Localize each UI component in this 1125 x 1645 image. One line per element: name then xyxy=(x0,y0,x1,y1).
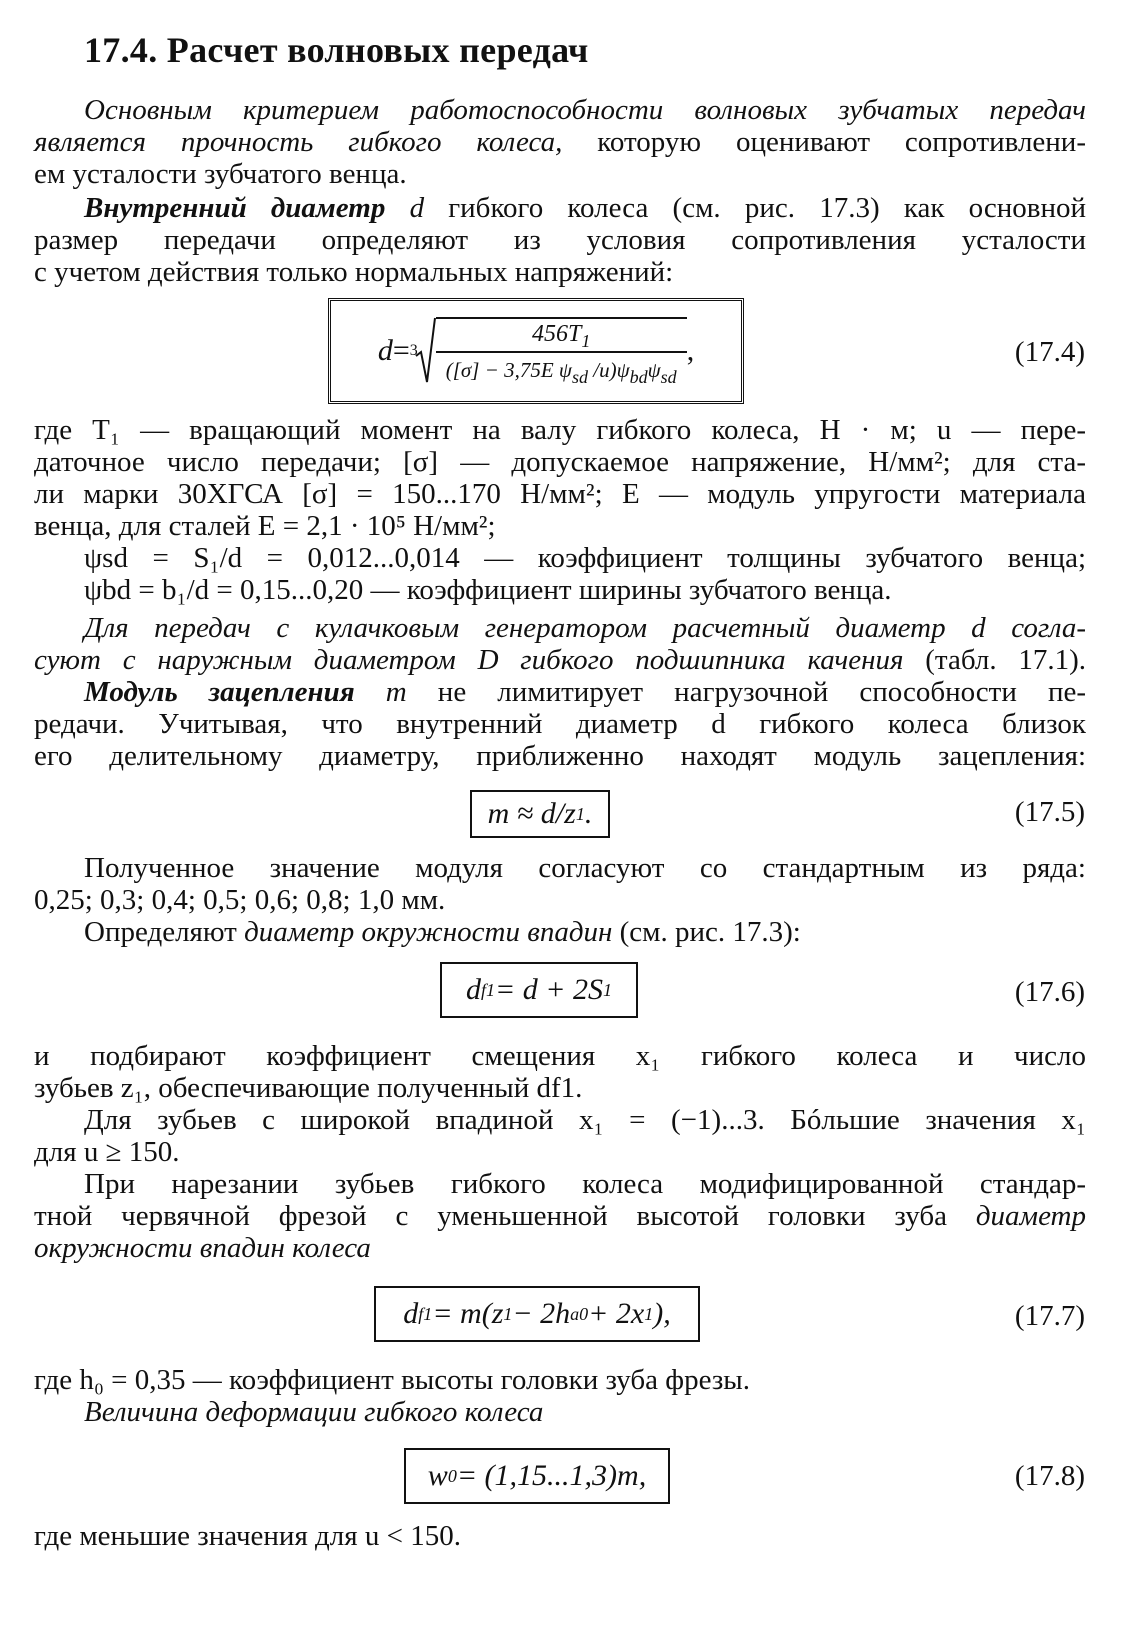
root-index: 3 xyxy=(409,342,418,359)
paragraph-cam-generator xyxy=(34,612,1086,676)
text-span: тной червячной фрезой с уменьшенной высотой головки зуба xyxy=(34,1200,976,1232)
text-line: зубьев z₁, обеспечивающие полученный df1. xyxy=(34,1072,583,1104)
equation-number: (17.8) xyxy=(1014,1460,1085,1492)
formula-eq: = xyxy=(392,334,410,367)
text-line: ψsd = S₁/d = 0,012...0,014 — коэффициент толщины зубчатого венца; xyxy=(84,542,1086,574)
formula-text: ), xyxy=(653,1297,671,1330)
formula-17-5: m ≈ d/z 1 . xyxy=(470,790,610,838)
formula-text: d xyxy=(465,973,481,1006)
text-line: с учетом действия только нормальных напряжений: xyxy=(34,256,674,288)
text-span: суют с наружным диаметром D гибкого подшипника качения xyxy=(34,644,904,676)
formula-17-8: w 0 = (1,15...1,3)m, xyxy=(404,1448,670,1504)
formula-17-4 xyxy=(328,298,744,404)
text-line: При нарезании зубьев гибкого колеса модифицированной стандар- xyxy=(84,1168,1086,1200)
text-line: где T₁ — вращающий момент на валу гибкого колеса, Н · м; u — пере- xyxy=(34,414,1086,446)
term-bold: Модуль зацепления xyxy=(84,676,355,708)
text-line: Величина деформации гибкого колеса xyxy=(84,1396,544,1428)
text-span: не лимитирует нагрузочной способности пе- xyxy=(406,676,1087,708)
formula-text: − 2h xyxy=(512,1297,571,1330)
text-line: для u ≥ 150. xyxy=(34,1136,180,1168)
text-line: где меньшие значения для u < 150. xyxy=(34,1520,461,1552)
text-line: размер передачи определяют из условия сопротивления усталости xyxy=(34,224,1086,256)
text-line: Основным критерием работоспособности волновых зубчатых передач xyxy=(84,94,1086,126)
numerator: 456T xyxy=(532,321,582,347)
text-span: является прочность гибкого колеса, xyxy=(34,126,563,158)
text-line: ли марки 30ХГСА [σ] = 150...170 Н/мм²; E — модуль упругости материала xyxy=(34,478,1086,510)
paragraph-module xyxy=(34,676,1086,772)
radical-icon xyxy=(414,316,436,386)
paragraph-shift-coefficient xyxy=(34,1040,1086,1104)
num-sub: 1 xyxy=(581,331,591,351)
term-bold: Внутренний диаметр xyxy=(84,192,386,224)
formula-text: w xyxy=(427,1459,448,1492)
paragraph-where-17-7 xyxy=(34,1364,1086,1428)
text-span: Определяют xyxy=(84,916,245,948)
paragraph-lesser-values xyxy=(34,1520,1086,1552)
paragraph-where-17-4 xyxy=(34,414,1086,606)
den-c: ψ xyxy=(647,358,661,382)
paragraph-root-diameter xyxy=(34,916,1086,948)
var-d: d xyxy=(409,192,425,224)
den-sub: sd xyxy=(660,367,677,387)
text-span: которую оценивают сопротивлени- xyxy=(562,126,1086,158)
den-sub: bd xyxy=(629,367,648,387)
equation-number: (17.7) xyxy=(1014,1300,1085,1332)
formula-trail: . xyxy=(584,797,593,830)
text-line: 0,25; 0,3; 0,4; 0,5; 0,6; 0,8; 1,0 мм. xyxy=(34,884,446,916)
text-span: (см. рис. 17.3): xyxy=(612,916,801,948)
formula-17-7: d f1 = m(z 1 − 2h a0 + 2x 1 ), xyxy=(374,1286,700,1342)
section-heading: 17.4. Расчет волновых передач xyxy=(84,30,589,70)
paragraph-wide-root xyxy=(34,1104,1086,1168)
text-line: даточное число передачи; [σ] — допускаемое напряжение, Н/мм²; для ста- xyxy=(34,446,1086,478)
formula-lhs: d xyxy=(377,334,393,367)
formula-trail: , xyxy=(686,334,695,367)
text-line: его делительному диаметру, приближенно находят модуль зацепления: xyxy=(34,740,1086,772)
formula-text: + 2x xyxy=(588,1297,645,1330)
fraction xyxy=(436,317,687,385)
text-line: окружности впадин колеса xyxy=(34,1232,371,1264)
text-span: диаметр xyxy=(975,1200,1086,1232)
text-span: диаметр окружности впадин xyxy=(244,916,613,948)
equation-number: (17.6) xyxy=(1014,976,1085,1008)
text-line: ем усталости зубчатого венца. xyxy=(34,158,407,190)
den-b: /u)ψ xyxy=(588,358,630,382)
formula-text: = d + 2S xyxy=(495,973,603,1006)
den-a: ([σ] − 3,75E ψ xyxy=(445,358,572,382)
paragraph-standard-series xyxy=(34,852,1086,916)
formula-text: = m(z xyxy=(432,1297,504,1330)
text-line: и подбирают коэффициент смещения x₁ гибкого колеса и число xyxy=(34,1040,1086,1072)
formula-17-6: d f1 = d + 2S 1 xyxy=(440,962,638,1018)
text-line: Для зубьев с широкой впадиной x₁ = (−1)...3. Бóльшие значения x₁ xyxy=(84,1104,1086,1136)
formula-text: m ≈ d/z xyxy=(487,797,576,830)
var-m: m xyxy=(385,676,407,708)
text-line: венца, для сталей E = 2,1 · 10⁵ Н/мм²; xyxy=(34,510,496,542)
formula-text: d xyxy=(403,1297,419,1330)
cube-root xyxy=(410,316,687,386)
text-span: гибкого колеса (см. рис. 17.3) как основной xyxy=(424,192,1086,224)
paragraph-hob-cutting xyxy=(34,1168,1086,1264)
text-line: где h₀ = 0,35 — коэффициент высоты головки зуба фрезы. xyxy=(34,1364,751,1396)
text-line: Полученное значение модуля согласуют со стандартным из ряда: xyxy=(84,852,1086,884)
paragraph-inner-diameter xyxy=(34,192,1086,288)
text-line: ψbd = b₁/d = 0,15...0,20 — коэффициент ширины зубчатого венца. xyxy=(84,574,892,606)
den-sub: sd xyxy=(571,367,588,387)
formula-text: = (1,15...1,3)m, xyxy=(456,1459,647,1492)
equation-number: (17.5) xyxy=(1014,796,1085,828)
text-line: редачи. Учитывая, что внутренний диаметр d гибкого колеса близок xyxy=(34,708,1086,740)
paragraph-criterion xyxy=(34,94,1086,190)
text-span: (табл. 17.1). xyxy=(903,644,1087,676)
equation-number: (17.4) xyxy=(1014,336,1085,368)
text-line: Для передач с кулачковым генератором расчетный диаметр d согла- xyxy=(84,612,1086,644)
